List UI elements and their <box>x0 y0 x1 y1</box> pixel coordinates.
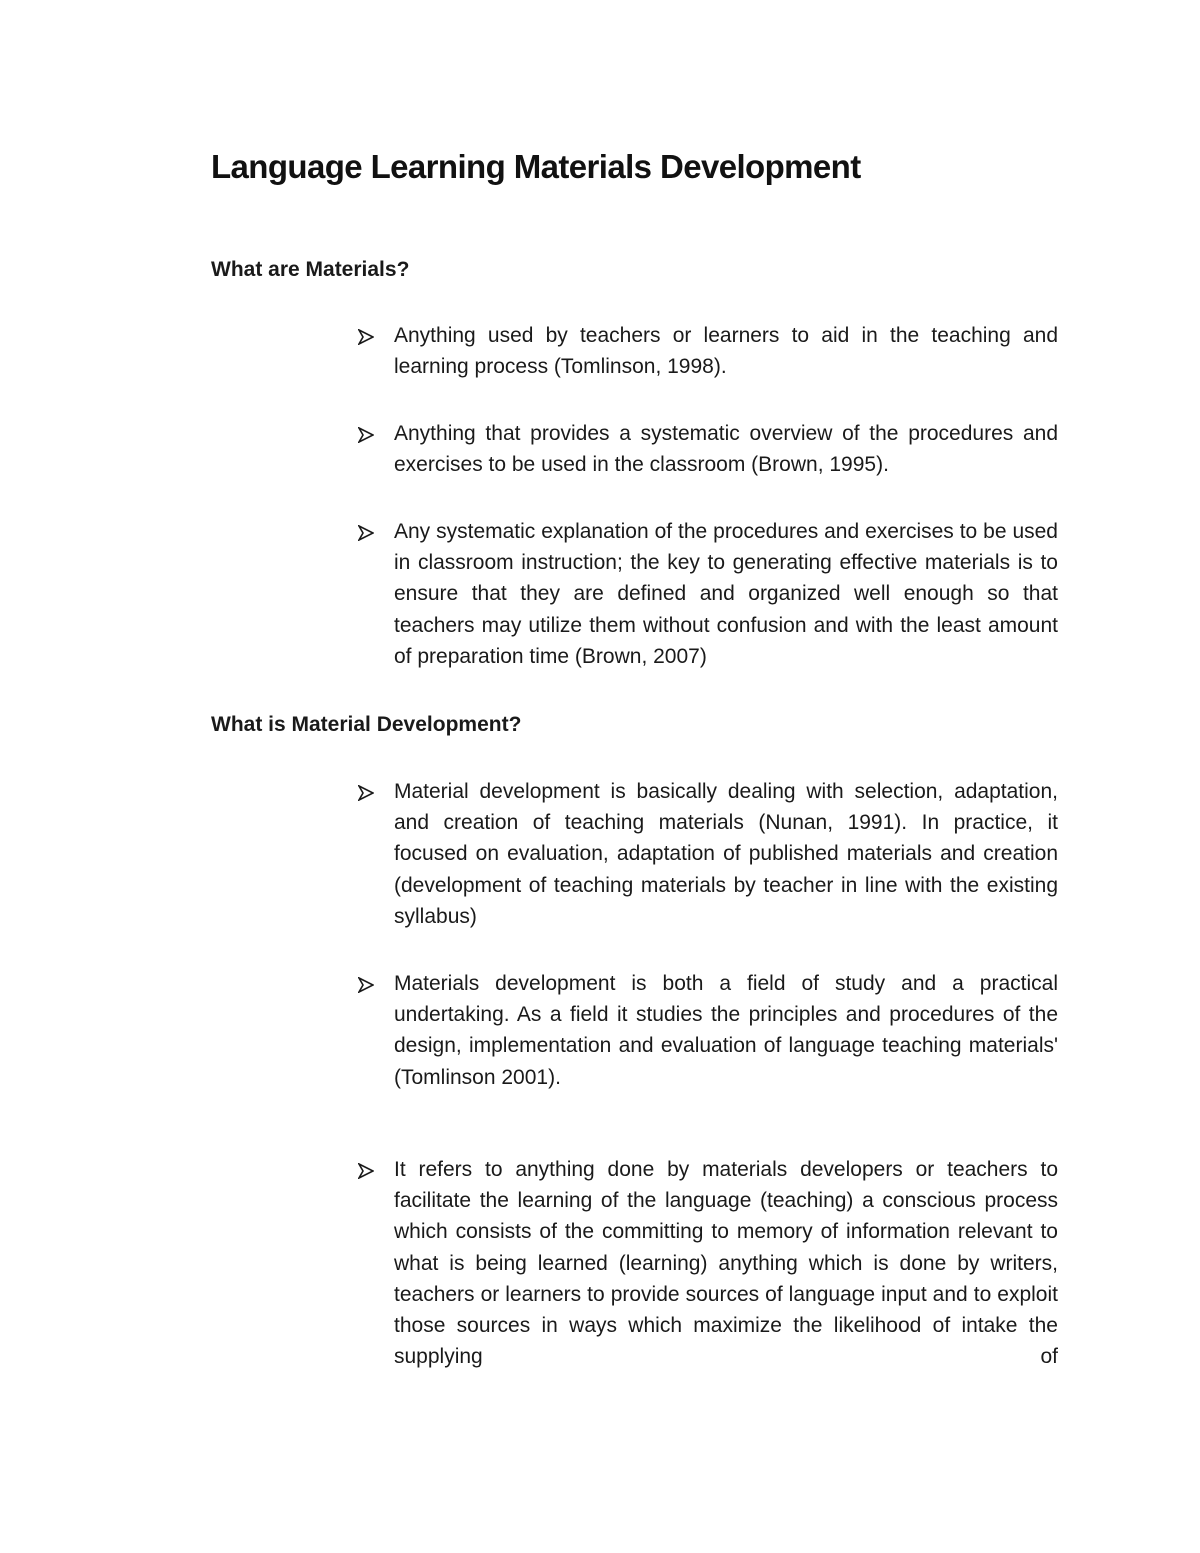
list-item-text: Anything that provides a systematic overview of the procedures and exercises to be used in the classroom (Brown, 1995). <box>394 422 1058 477</box>
list-item <box>358 320 1058 382</box>
arrowhead-bullet-icon <box>358 1163 374 1179</box>
list-item-text: Any systematic explanation of the procedures and exercises to be used in classroom instruction; the key to generating effective materials is to ensure that they are defined and organized well enough so that teachers may utilize them without confusion and with the least amount of preparation time (Brown, 2007) <box>394 520 1058 668</box>
list-item <box>358 1154 1058 1372</box>
list-item-text: Materials development is both a field of study and a practical undertaking. As a field it studies the principles and procedures of the design, implementation and evaluation of language teaching materials' (Tomlinson 2001). <box>394 972 1058 1089</box>
arrowhead-bullet-icon <box>358 427 374 443</box>
list-item-text: Anything used by teachers or learners to aid in the teaching and learning process (Tomlinson, 1998). <box>394 324 1058 379</box>
section-heading-material-development: What is Material Development? <box>211 713 522 736</box>
document-title: Language Learning Materials Development <box>211 148 861 185</box>
arrowhead-bullet-icon <box>358 977 374 993</box>
section-heading-materials: What are Materials? <box>211 258 410 281</box>
list-item <box>358 968 1058 1093</box>
arrowhead-bullet-icon <box>358 785 374 801</box>
list-item-text: It refers to anything done by materials developers or teachers to facilitate the learning of the language (teaching) a conscious process which consists of the committing to memory of information relevant to what is being learned (learning) anything which is done by writers, teachers or learners to provide sources of language input and to exploit those sources in ways which maximize the likelihood of intake the supplying of <box>394 1158 1058 1369</box>
list-item <box>358 516 1058 672</box>
list-item-text: Material development is basically dealing with selection, adaptation, and creation of teaching materials (Nunan, 1991). In practice, it focused on evaluation, adaptation of published materials and creation (development of teaching materials by teacher in line with the existing syllabus) <box>394 780 1058 928</box>
arrowhead-bullet-icon <box>358 525 374 541</box>
list-item <box>358 776 1058 932</box>
list-item <box>358 418 1058 480</box>
arrowhead-bullet-icon <box>358 329 374 345</box>
